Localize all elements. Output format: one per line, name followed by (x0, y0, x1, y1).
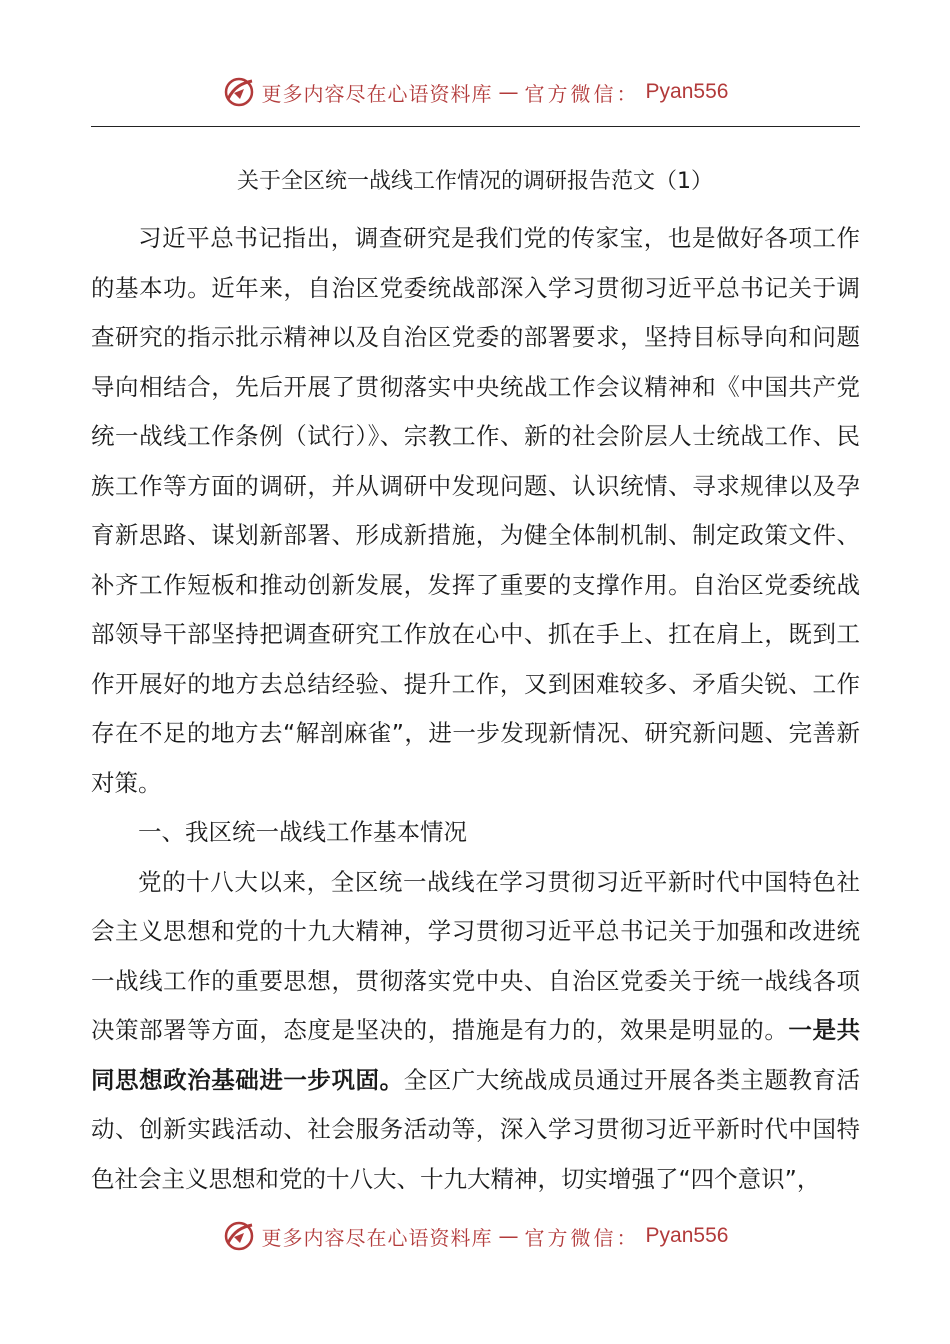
section-text-part-a: 党的十八大以来，全区统一战线在学习贯彻习近平新时代中国特色社会主义思想和党的十九大精神，学习贯彻习近平总书记关于加强和改进统一战线工作的重要思想，贯彻落实党中央、自治区党委关于统一战线各项决策部署等方面，态度是坚决的，措施是有力的，效果是明显的。 (91, 867, 860, 1044)
intro-paragraph: 习近平总书记指出，调查研究是我们党的传家宝，也是做好各项工作的基本功。近年来，自治区党委统战部深入学习贯彻习近平总书记关于调查研究的指示批示精神以及自治区党委的部署要求，坚持目标导向和问题导向相结合，先后开展了贯彻落实中央统战工作会议精神和《中国共产党统一战线工作条例（试行）》、宗教工作、新的社会阶层人士统战工作、民族工作等方面的调研，并从调研中发现问题、认识统情、寻求规律以及孕育新思路、谋划新部署、形成新措施，为健全体制机制、制定政策文件、补齐工作短板和推动创新发展，发挥了重要的支撑作用。自治区党委统战部领导干部坚持把调查研究工作放在心中、抓在手上、扛在肩上，既到工作开展好的地方去总结经验、提升工作，又到困难较多、矛盾尖锐、工作存在不足的地方去“解剖麻雀”，进一步发现新情况、研究新问题、完善新对策。 (91, 224, 860, 797)
header-banner (0, 72, 950, 112)
footer-banner (0, 1216, 950, 1256)
document-body (91, 214, 860, 1204)
section-heading: 一、我区统一战线工作基本情况 (138, 818, 467, 846)
banner-separator: — (498, 1224, 519, 1248)
banner-wechat-id: Pyan556 (645, 1224, 729, 1247)
banner-separator: — (498, 80, 519, 104)
document-title: 关于全区统一战线工作情况的调研报告范文（1） (237, 169, 713, 194)
banner-wechat-id: Pyan556 (645, 80, 729, 103)
header-divider (91, 126, 860, 127)
banner-slogan: 更多内容尽在心语资料库 (261, 1225, 493, 1250)
section-bold-lead: 一是共同思想政治基础进一步巩固。 (91, 1016, 861, 1094)
banner-wechat-label: 官方微信： (524, 1225, 640, 1250)
section-paragraph (91, 858, 860, 1205)
brand-logo-icon (222, 1219, 256, 1253)
banner-wechat-label: 官方微信： (524, 81, 640, 106)
section-text-part-b: 全区广大统战成员通过开展各类主题教育活动、创新实践活动、社会服务活动等，深入学习贯彻习近平新时代中国特色社会主义思想和党的十八大、十九大精神，切实增强了“四个意识”， (91, 1065, 861, 1193)
brand-logo-icon (222, 75, 256, 109)
banner-slogan: 更多内容尽在心语资料库 (261, 81, 493, 106)
